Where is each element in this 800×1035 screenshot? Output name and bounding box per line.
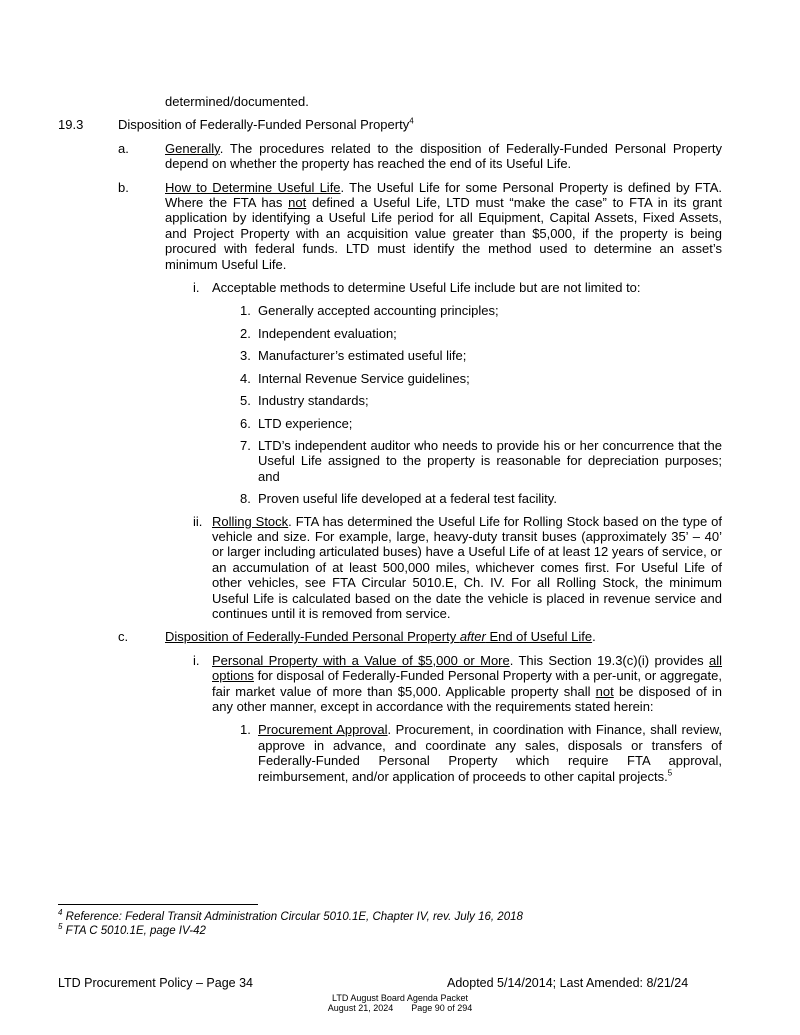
item-heading: Disposition of Federally-Funded Personal Property: [165, 629, 460, 645]
footnote-5: [58, 922, 206, 938]
item-c-i-1: [0, 722, 800, 784]
list-item: [0, 491, 800, 506]
item-number: 2.: [240, 325, 251, 341]
footnote-ref-5: 5: [667, 768, 673, 778]
list-item: [0, 371, 800, 386]
item-number: 3.: [240, 348, 251, 364]
section-number: 19.3: [58, 117, 84, 133]
item-heading: End of Useful Life: [485, 629, 593, 645]
item-heading: Procurement Approval: [258, 722, 388, 738]
item-text: Internal Revenue Service guidelines;: [258, 370, 470, 386]
item-text: LTD’s independent auditor who needs to provide his or her concurrence that the Useful Life assigned to the property is reasonable for depreciation purposes; and: [258, 437, 722, 484]
item-number: i.: [193, 280, 200, 296]
item-text: . FTA has determined the Useful Life for Rolling Stock based on the type of vehicle and size. For example, large, heavy-duty transit buses (approximately 35’ – 40’ or larger including articulated buses) have a Useful Life of at least 12 years of service, or an accumulation of at least 500,000 miles, whichever comes first. For Useful Life of other vehicles, see FTA Circular 5010.E, Ch. IV. For all Rolling Stock, the minimum Useful Life is calculated based on the date the vehicle is placed in revenue service and continues until it is removed from service.: [212, 513, 723, 621]
item-text: be disposed of in any other manner, except in accordance with the requirements stated herein:: [212, 683, 722, 714]
item-number: 7.: [240, 437, 251, 453]
item-text: .: [592, 629, 596, 645]
packet-page: Page 90 of 294: [411, 1003, 473, 1013]
item-text: defined a Useful Life, LTD must “make the case” to FTA in its grant application by identifying a Useful Life period for all Equipment, Capital Assets, Fixed Assets, and Project Property with an acquisition value greater than $5,000, if the property is being procured with federal funds. LTD must identify the method used to determine an asset’s minimum Useful Life.: [165, 195, 723, 272]
item-b: [0, 180, 800, 272]
item-heading: Rolling Stock: [212, 513, 289, 529]
packet-stamp: [0, 993, 800, 1013]
item-text: . The procedures related to the disposition of Federally-Funded Personal Property depend on whether the property has reached the end of its Useful Life.: [165, 140, 722, 172]
item-text: . Procurement, in coordination with Finance, shall review, approve in advance, and coordinate any sales, disposals or transfers of Federally-Funded Personal Property which require FTA approval, reimbursement, and/or application of proceeds to other capital projects.: [258, 722, 723, 784]
packet-title: LTD August Board Agenda Packet: [332, 993, 468, 1003]
continuation-text: determined/documented.: [165, 94, 309, 109]
item-text: Manufacturer’s estimated useful life;: [258, 348, 467, 364]
section-19-3: [0, 117, 800, 132]
footnote-ref-4: 4: [409, 117, 414, 127]
item-number: 8.: [240, 491, 251, 507]
item-number: 6.: [240, 415, 251, 431]
emphasis: after: [459, 629, 486, 645]
item-text: Generally accepted accounting principles;: [258, 303, 499, 319]
item-number: 4.: [240, 370, 251, 386]
item-c: [0, 629, 800, 644]
list-item: [0, 326, 800, 341]
footnote-divider: [58, 904, 258, 905]
item-text: Independent evaluation;: [258, 325, 397, 341]
item-number: 1.: [240, 303, 251, 319]
item-text: . This Section 19.3(c)(i) provides: [509, 652, 709, 668]
item-text: Proven useful life developed at a federal test facility.: [258, 491, 557, 507]
footnote-mark: 4: [58, 908, 63, 918]
item-number: ii.: [193, 513, 203, 529]
item-number: 1.: [240, 722, 251, 738]
emphasis: not: [288, 195, 307, 211]
item-b-ii: [0, 514, 800, 622]
list-item: [0, 348, 800, 363]
item-number: a.: [118, 140, 129, 156]
item-c-i: [0, 653, 800, 715]
list-item: [0, 438, 800, 484]
list-item: [0, 303, 800, 318]
item-heading: How to Determine Useful Life: [165, 179, 341, 195]
item-text: Industry standards;: [258, 393, 369, 409]
item-number: c.: [118, 629, 129, 645]
footnote-text: FTA C 5010.1E, page IV-42: [62, 925, 206, 937]
footer-adoption-date: Adopted 5/14/2014; Last Amended: 8/21/24: [447, 976, 689, 990]
item-number: 5.: [240, 393, 251, 409]
footnote-mark: 5: [58, 922, 63, 932]
section-title: Disposition of Federally-Funded Personal Property: [118, 117, 410, 133]
packet-date: August 21, 2024: [327, 1003, 394, 1013]
list-item: [0, 393, 800, 408]
item-a: [0, 141, 800, 172]
item-text: . The Useful Life for some Personal Property is defined by FTA. Where the FTA has: [165, 179, 723, 211]
item-heading: Personal Property with a Value of $5,000 or More: [212, 652, 510, 668]
footer-page-label: LTD Procurement Policy – Page 34: [58, 976, 254, 990]
item-number: i.: [193, 652, 200, 668]
item-number: b.: [118, 179, 129, 195]
emphasis: not: [595, 683, 614, 699]
footnote-4: [58, 908, 523, 924]
item-text: for disposal of Federally-Funded Personal Property with a per-unit, or aggregate, fair market value of more than $5,000. Applicable property shall: [212, 668, 722, 699]
item-text: LTD experience;: [258, 415, 353, 431]
item-b-i: [0, 280, 800, 295]
emphasis: all options: [212, 652, 723, 684]
item-text: Acceptable methods to determine Useful Life include but are not limited to:: [212, 280, 641, 296]
list-item: [0, 416, 800, 431]
footnote-text: Reference: Federal Transit Administration Circular 5010.1E, Chapter IV, rev. July 16, 2018: [62, 911, 523, 923]
item-heading: Generally: [165, 140, 220, 156]
document-body: [0, 94, 800, 791]
